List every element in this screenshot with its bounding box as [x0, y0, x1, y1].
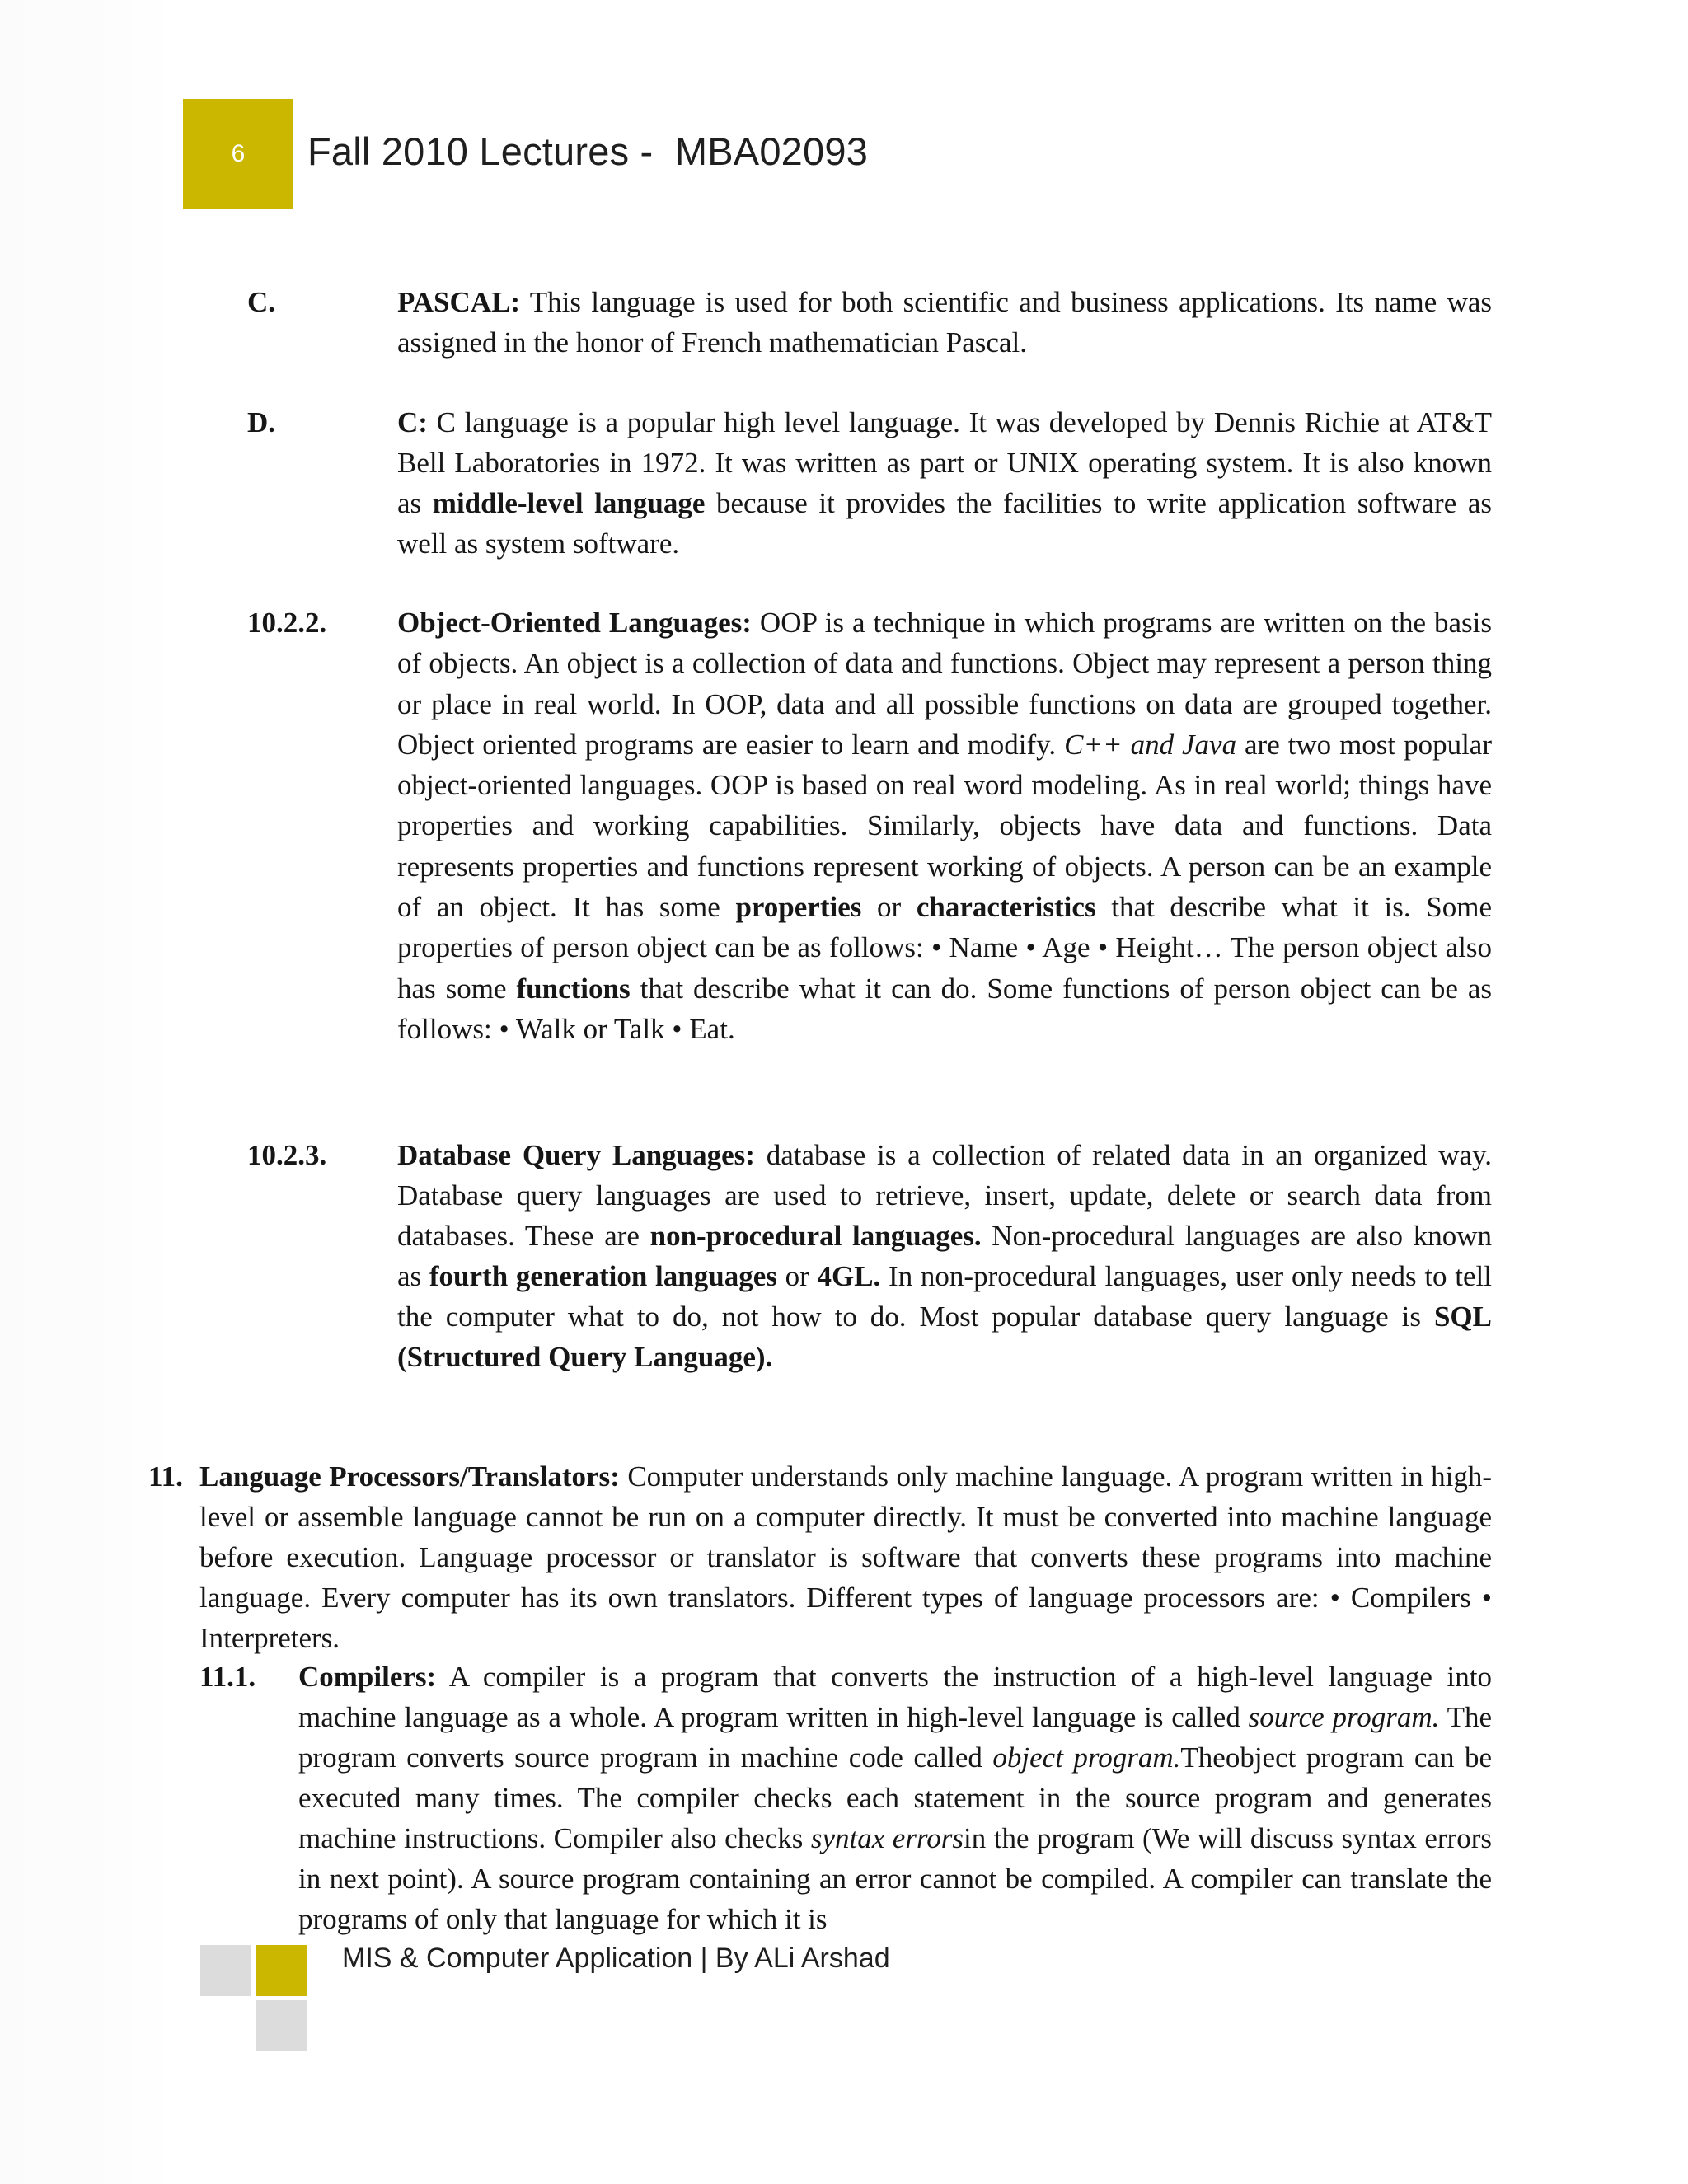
dbql-body-3: or — [776, 1260, 818, 1292]
compilers-body-4: in the program (We will discuss syntax errors in next point). A source program containing an error cannot be compiled. A compiler can translate the programs of only that language for which it is — [298, 1822, 1492, 1935]
dbql-bold-4: SQL (Structured Query Language). — [397, 1301, 1492, 1373]
dbql-body-4: In non-procedural languages, user only needs to tell the computer what to do, not how to do. Most popular database query language is — [397, 1260, 1492, 1333]
header-title: Fall 2010 Lectures - MBA02093 — [307, 129, 869, 173]
pascal-paragraph — [397, 282, 1492, 363]
footer-text: MIS & Computer Application | By ALi Arshad — [342, 1943, 890, 1974]
oop-body-5: that describe what it can do. Some functions of person object can be as follows: • Walk or Talk • Eat. — [397, 972, 1492, 1045]
compilers-body-1: A compiler is a program that converts the instruction of a high-level language into machine language as a whole. A program written in high-level language is called — [298, 1661, 1492, 1733]
oop-heading: Object-Oriented Languages: — [397, 607, 752, 639]
dbql-bold-3: 4GL. — [817, 1260, 881, 1292]
page-number: 6 — [231, 139, 246, 167]
pascal-body: This language is used for both scientific and business applications. Its name was assigned in the honor of French mathematician Pascal. — [397, 286, 1492, 359]
dbql-body-1: database is a collection of related data in an organized way. Database query languages are used to retrieve, insert, update, delete or search data from databases. These are — [397, 1139, 1492, 1252]
footer-square-gray-1 — [200, 1945, 251, 1996]
translators-heading: Language Processors/Translators: — [199, 1460, 620, 1493]
compilers-italic-1: source program. — [1248, 1701, 1440, 1733]
c-body-1: C language is a popular high level language. It was developed by Dennis Richie at AT&T Bell Laboratories in 1972. It was written as part or UNIX operating system. It is also known as — [397, 406, 1492, 519]
c-heading: C: — [397, 406, 428, 438]
compilers-italic-2: object program. — [992, 1741, 1181, 1774]
dbql-marker: 10.2.3. — [247, 1139, 327, 1171]
dbql-body-2: Non-procedural languages are also known as — [397, 1220, 1493, 1292]
compilers-heading: Compilers: — [298, 1661, 437, 1693]
translators-body: Computer understands only machine language. A program written in high-level or assemble language cannot be run on a computer directly. It must be converted into machine language before execution. Language processor or translator is software that converts these programs into machine language. Every computer has its own translators. Different types of language processors are: • Compilers • Interpreters. — [199, 1460, 1492, 1654]
pascal-heading: PASCAL: — [397, 286, 521, 318]
c-bold-1: middle-level language — [432, 487, 706, 519]
pascal-marker: C. — [247, 286, 276, 318]
page-background — [0, 0, 173, 2184]
compilers-marker: 11.1. — [199, 1661, 256, 1693]
oop-body-4: that describe what it is. Some properties of person object can be as follows: • Name • Age • Height… The person object also has some — [397, 891, 1493, 1005]
oop-bold-3: functions — [516, 972, 631, 1005]
dbql-paragraph — [397, 1135, 1492, 1377]
oop-body-3: or — [861, 891, 917, 924]
oop-bold-1: properties — [735, 891, 862, 924]
oop-marker: 10.2.2. — [247, 607, 327, 639]
oop-body-2: are two most popular object-oriented languages. OOP is based on real word modeling. As in real world; things have properties and working capabilities. Similarly, objects have data and functions. Data represents properties and functions represent working of objects. A person can be an example of an object. It has some — [397, 728, 1492, 924]
oop-paragraph — [397, 602, 1492, 1049]
c-body-2: because it provides the facilities to write application software as well as system software. — [397, 487, 1493, 560]
compilers-body-3: Theobject program can be executed many times. The compiler checks each statement in the source program and generates machine instructions. Compiler also checks — [298, 1741, 1492, 1854]
footer-square-gray-2 — [256, 2000, 307, 2051]
page-number-box — [183, 99, 293, 209]
c-marker: D. — [247, 406, 276, 438]
compilers-body-2: The program converts source program in machine code called — [298, 1701, 1492, 1774]
oop-body-1: OOP is a technique in which programs are written on the basis of objects. An object is a collection of data and functions. Object may represent a person thing or place in real world. In OOP, data and all possible functions on data are grouped together. Object oriented programs are easier to learn and modify. — [397, 607, 1492, 761]
translators-paragraph — [199, 1456, 1492, 1658]
dbql-bold-1: non-procedural languages. — [649, 1220, 982, 1252]
translators-marker: 11. — [148, 1460, 183, 1493]
compilers-italic-3: syntax errors — [810, 1822, 964, 1854]
compilers-paragraph — [298, 1657, 1492, 1939]
dbql-bold-2: fourth generation languages — [429, 1260, 777, 1292]
oop-bold-2: characteristics — [916, 891, 1096, 924]
footer-square-gold — [256, 1945, 307, 1996]
dbql-heading: Database Query Languages: — [397, 1139, 755, 1171]
c-paragraph — [397, 402, 1492, 564]
oop-italic-1: C++ and Java — [1064, 728, 1237, 761]
